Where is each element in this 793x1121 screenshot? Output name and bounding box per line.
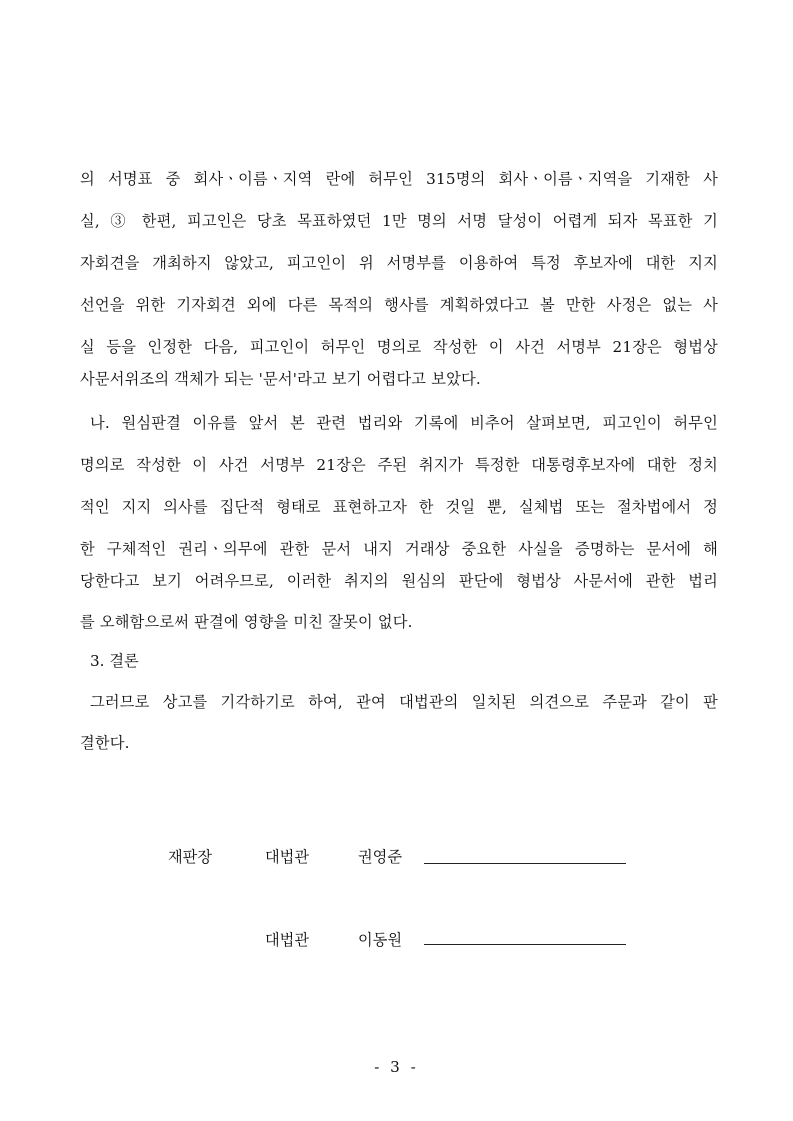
text-line: 명의로 작성한 이 사건 서명부 21장은 주된 취지가 특정한 대통령후보자에 대한 정치 [80,456,718,474]
page-number: - 3 - [374,1058,419,1076]
text-line: 선언을 위한 기자회견 외에 다른 목적의 행사를 계획하였다고 볼 만한 사정은 없는 사 [80,296,718,314]
signature-line [424,944,626,945]
text-line: 실, ③ 한편, 피고인은 당초 목표하였던 1만 명의 서명 달성이 어렵게 되자 목표한 기 [80,212,718,230]
text-line: 그러므로 상고를 기각하기로 하여, 관여 대법관의 일치된 의견으로 주문과 같이 판 [90,693,718,711]
signature-line [424,863,626,864]
justice-title: 대법관 [265,931,310,949]
text-line: 한 구체적인 권리ㆍ의무에 관한 문서 내지 거래상 중요한 사실을 증명하는 문서에 해 [80,540,718,558]
justice-name: 권영준 [358,848,403,866]
text-line: 나. 원심판결 이유를 앞서 본 관련 법리와 기록에 비추어 살펴보면, 피고인이 허무인 [90,414,718,432]
text-line: 적인 지지 의사를 집단적 형태로 표현하고자 한 것일 뿐, 실체법 또는 절차법에서 정 [80,498,718,516]
text-line: 당한다고 보기 어려우므로, 이러한 취지의 원심의 판단에 형법상 사문서에 관한 법리 [80,572,718,590]
presiding-judge-label: 재판장 [168,848,213,866]
text-line: 의 서명표 중 회사ㆍ이름ㆍ지역 란에 허무인 315명의 회사ㆍ이름ㆍ지역을 기재한 사 [80,170,718,188]
section-heading: 3. 결론 [90,652,139,670]
text-line: 자회견을 개최하지 않았고, 피고인이 위 서명부를 이용하여 특정 후보자에 대한 지지 [80,254,718,272]
text-line: 사문서위조의 객체가 되는 '문서'라고 보기 어렵다고 보았다. [80,370,481,388]
justice-title: 대법관 [265,848,310,866]
text-line: 를 오해함으로써 판결에 영향을 미친 잘못이 없다. [80,613,413,631]
text-line: 결한다. [80,734,130,752]
text-line: 실 등을 인정한 다음, 피고인이 허무인 명의로 작성한 이 사건 서명부 21장은 형법상 [80,338,718,356]
justice-name: 이동원 [358,931,403,949]
